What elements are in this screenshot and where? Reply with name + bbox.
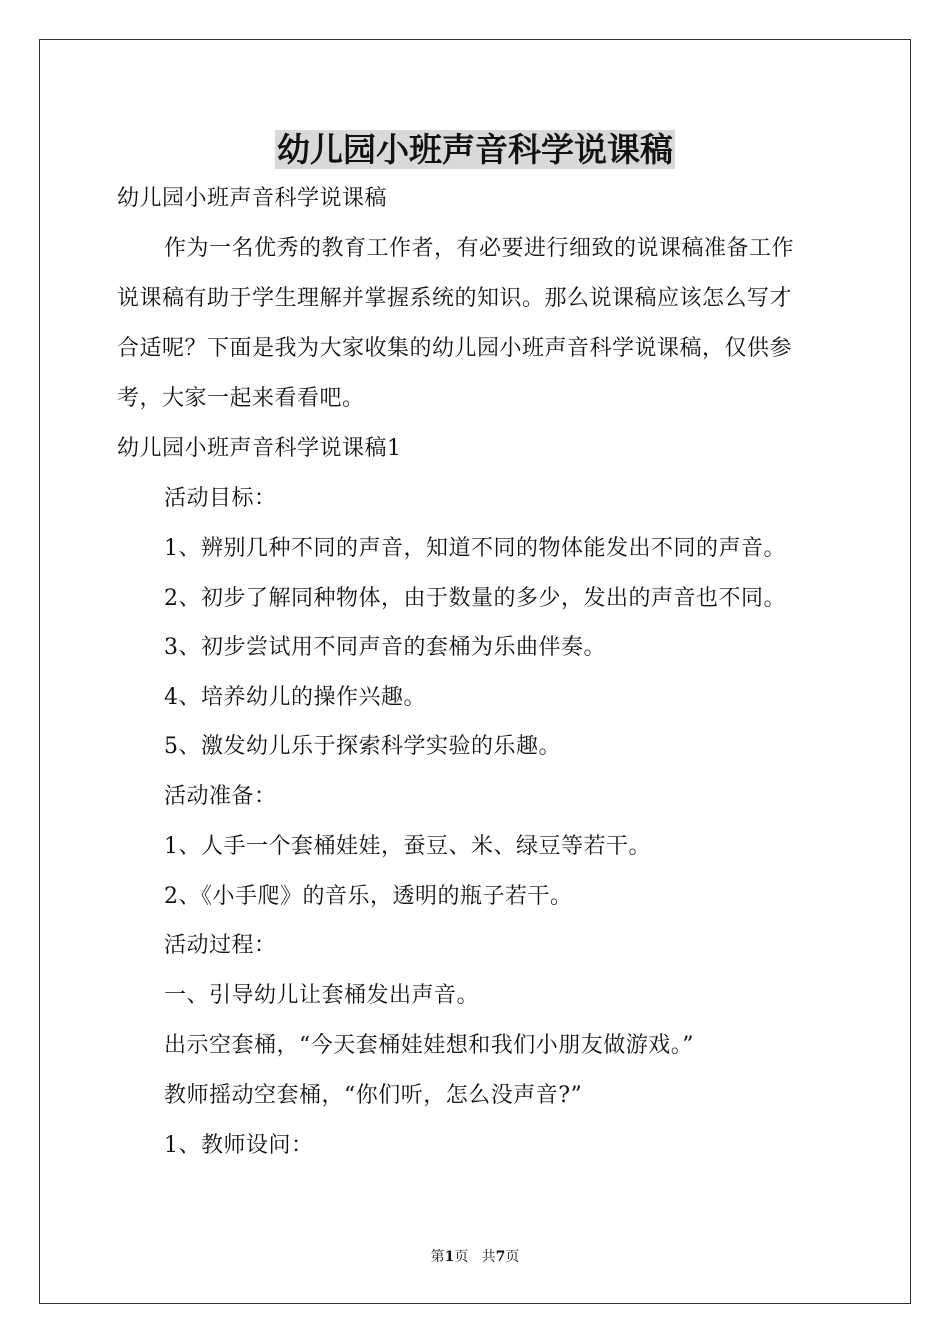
doc-line-15: 2、《小手爬》的音乐，透明的瓶子若干。: [164, 884, 573, 909]
doc-line-2: 作为一名优秀的教育工作者，有必要进行细致的说课稿准备工作: [164, 236, 795, 261]
page-suffix: 页: [454, 1249, 469, 1265]
doc-line-1: 幼儿园小班声音科学说课稿: [117, 186, 388, 211]
doc-line-17: 一、引导幼儿让套桶发出声音。: [164, 983, 480, 1008]
page-prefix: 第: [430, 1249, 445, 1265]
doc-line-3: 说课稿有助于学生理解并掌握系统的知识。那么说课稿应该怎么写才: [117, 286, 793, 311]
doc-line-5: 考，大家一起来看看吧。: [117, 386, 365, 411]
doc-line-20: 1、教师设问：: [164, 1133, 314, 1158]
doc-line-7: 活动目标：: [164, 486, 277, 511]
document-title-text: 幼儿园小班声音科学说课稿: [277, 130, 673, 169]
doc-line-11: 4、培养幼儿的操作兴趣。: [164, 685, 426, 710]
doc-line-8: 1、辨别几种不同的声音，知道不同的物体能发出不同的声音。: [164, 536, 786, 561]
doc-line-18: 出示空套桶，“今天套桶娃娃想和我们小朋友做游戏。”: [164, 1033, 694, 1058]
total-suffix: 页: [505, 1249, 520, 1265]
total-prefix: 共: [481, 1249, 496, 1265]
doc-line-6: 幼儿园小班声音科学说课稿1: [117, 436, 402, 461]
doc-line-14: 1、人手一个套桶娃娃，蚕豆、米、绿豆等若干。: [164, 834, 651, 859]
doc-line-13: 活动准备：: [164, 784, 277, 809]
page-current: 1: [444, 1249, 455, 1265]
doc-line-19: 教师摇动空套桶，“你们听，怎么没声音?”: [164, 1083, 583, 1108]
page-footer: [0, 1247, 950, 1267]
doc-line-16: 活动过程：: [164, 933, 277, 958]
doc-line-9: 2、初步了解同种物体，由于数量的多少，发出的声音也不同。: [164, 586, 786, 611]
document-title: [0, 126, 950, 174]
page-border: [39, 39, 911, 1304]
page-total: 7: [495, 1249, 506, 1265]
doc-line-12: 5、激发幼儿乐于探索科学实验的乐趣。: [164, 734, 561, 759]
doc-line-10: 3、初步尝试用不同声音的套桶为乐曲伴奏。: [164, 635, 606, 660]
doc-line-4: 合适呢？下面是我为大家收集的幼儿园小班声音科学说课稿，仅供参: [117, 336, 793, 361]
